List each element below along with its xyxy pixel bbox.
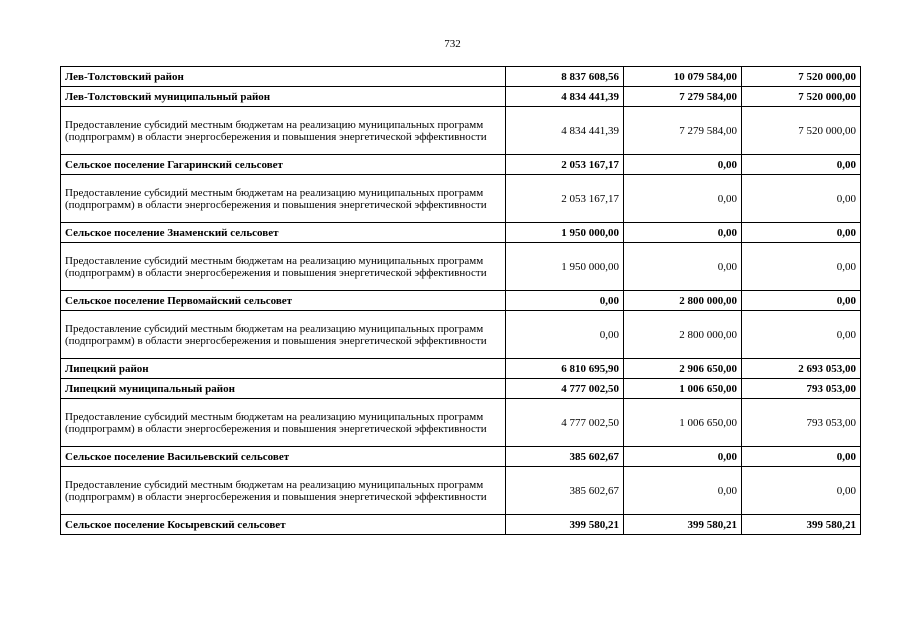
table-row bbox=[61, 67, 861, 87]
row-value-1: 0,00 bbox=[506, 311, 624, 359]
row-value-3: 7 520 000,00 bbox=[742, 67, 861, 87]
row-value-3: 0,00 bbox=[742, 155, 861, 175]
row-value-3: 0,00 bbox=[742, 175, 861, 223]
row-name: Сельское поселение Знаменский сельсовет bbox=[61, 223, 506, 243]
row-value-3: 7 520 000,00 bbox=[742, 107, 861, 155]
row-value-3: 0,00 bbox=[742, 447, 861, 467]
row-value-1: 399 580,21 bbox=[506, 515, 624, 535]
row-name: Предоставление субсидий местным бюджетам на реализацию муниципальных программ (подпрограмм) в области энергосбережения и повышения энергетической эффективности bbox=[61, 399, 506, 447]
row-value-2: 0,00 bbox=[624, 175, 742, 223]
table-row bbox=[61, 107, 861, 155]
row-value-2: 2 906 650,00 bbox=[624, 359, 742, 379]
row-value-1: 1 950 000,00 bbox=[506, 223, 624, 243]
table-row bbox=[61, 447, 861, 467]
row-name: Липецкий район bbox=[61, 359, 506, 379]
row-value-2: 399 580,21 bbox=[624, 515, 742, 535]
row-name: Сельское поселение Косыревский сельсовет bbox=[61, 515, 506, 535]
row-value-2: 0,00 bbox=[624, 155, 742, 175]
row-name: Сельское поселение Гагаринский сельсовет bbox=[61, 155, 506, 175]
row-value-3: 0,00 bbox=[742, 223, 861, 243]
row-value-3: 0,00 bbox=[742, 243, 861, 291]
row-value-1: 0,00 bbox=[506, 291, 624, 311]
row-value-2: 0,00 bbox=[624, 447, 742, 467]
row-name: Сельское поселение Первомайский сельсовет bbox=[61, 291, 506, 311]
row-name: Предоставление субсидий местным бюджетам на реализацию муниципальных программ (подпрограмм) в области энергосбережения и повышения энергетической эффективности bbox=[61, 107, 506, 155]
row-value-2: 10 079 584,00 bbox=[624, 67, 742, 87]
row-value-3: 2 693 053,00 bbox=[742, 359, 861, 379]
table-row bbox=[61, 175, 861, 223]
row-value-1: 6 810 695,90 bbox=[506, 359, 624, 379]
row-value-2: 0,00 bbox=[624, 243, 742, 291]
table-row bbox=[61, 223, 861, 243]
row-name: Лев-Толстовский район bbox=[61, 67, 506, 87]
row-name: Предоставление субсидий местным бюджетам на реализацию муниципальных программ (подпрограмм) в области энергосбережения и повышения энергетической эффективности bbox=[61, 175, 506, 223]
row-name: Липецкий муниципальный район bbox=[61, 379, 506, 399]
row-value-2: 0,00 bbox=[624, 223, 742, 243]
row-value-2: 0,00 bbox=[624, 467, 742, 515]
row-value-1: 2 053 167,17 bbox=[506, 155, 624, 175]
row-value-1: 4 834 441,39 bbox=[506, 87, 624, 107]
table-row bbox=[61, 87, 861, 107]
row-value-2: 7 279 584,00 bbox=[624, 107, 742, 155]
row-value-1: 2 053 167,17 bbox=[506, 175, 624, 223]
table-row bbox=[61, 155, 861, 175]
table-row bbox=[61, 399, 861, 447]
row-value-2: 2 800 000,00 bbox=[624, 291, 742, 311]
page-number: 732 bbox=[444, 38, 461, 50]
row-name: Предоставление субсидий местным бюджетам на реализацию муниципальных программ (подпрограмм) в области энергосбережения и повышения энергетической эффективности bbox=[61, 243, 506, 291]
row-value-3: 399 580,21 bbox=[742, 515, 861, 535]
row-value-2: 2 800 000,00 bbox=[624, 311, 742, 359]
row-value-1: 4 777 002,50 bbox=[506, 399, 624, 447]
table-row bbox=[61, 243, 861, 291]
row-name: Предоставление субсидий местным бюджетам на реализацию муниципальных программ (подпрограмм) в области энергосбережения и повышения энергетической эффективности bbox=[61, 311, 506, 359]
row-value-3: 0,00 bbox=[742, 467, 861, 515]
row-value-1: 1 950 000,00 bbox=[506, 243, 624, 291]
row-value-1: 8 837 608,56 bbox=[506, 67, 624, 87]
table-row bbox=[61, 311, 861, 359]
row-value-1: 385 602,67 bbox=[506, 447, 624, 467]
table-row bbox=[61, 467, 861, 515]
row-value-2: 1 006 650,00 bbox=[624, 399, 742, 447]
table-row bbox=[61, 291, 861, 311]
budget-table bbox=[60, 66, 861, 535]
row-value-3: 7 520 000,00 bbox=[742, 87, 861, 107]
row-value-1: 4 777 002,50 bbox=[506, 379, 624, 399]
row-value-1: 4 834 441,39 bbox=[506, 107, 624, 155]
row-value-3: 793 053,00 bbox=[742, 399, 861, 447]
row-value-2: 1 006 650,00 bbox=[624, 379, 742, 399]
row-value-3: 0,00 bbox=[742, 291, 861, 311]
row-value-3: 0,00 bbox=[742, 311, 861, 359]
row-name: Лев-Толстовский муниципальный район bbox=[61, 87, 506, 107]
row-value-2: 7 279 584,00 bbox=[624, 87, 742, 107]
row-name: Предоставление субсидий местным бюджетам на реализацию муниципальных программ (подпрограмм) в области энергосбережения и повышения энергетической эффективности bbox=[61, 467, 506, 515]
table-row bbox=[61, 515, 861, 535]
table-row bbox=[61, 359, 861, 379]
table-row bbox=[61, 379, 861, 399]
row-value-3: 793 053,00 bbox=[742, 379, 861, 399]
row-value-1: 385 602,67 bbox=[506, 467, 624, 515]
row-name: Сельское поселение Васильевский сельсовет bbox=[61, 447, 506, 467]
